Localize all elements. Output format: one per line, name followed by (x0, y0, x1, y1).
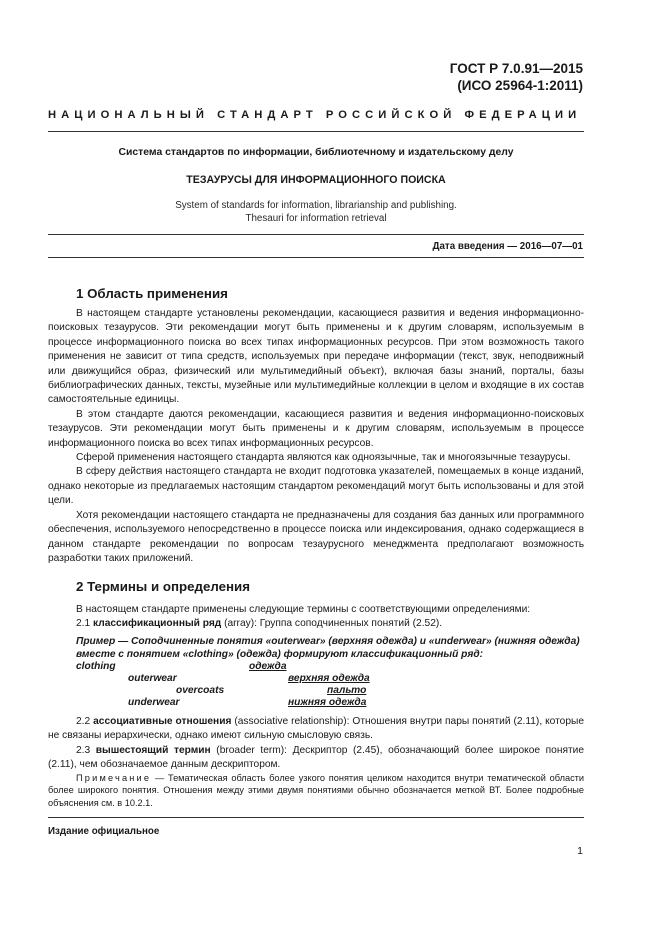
title-divider (48, 131, 584, 132)
paragraph: Сферой применения настоящего стандарта являются как одноязычные, так и многоязычные тезаурусы. (76, 452, 571, 464)
term-name: ассоциативные отношения (93, 716, 232, 727)
english-title-line-1: System of standards for information, librarianship and publishing. (175, 200, 457, 211)
example-text: Пример — Соподчиненные понятия «outerwear» (верхняя одежда) и «underwear» (нижняя одежда) вместе с понятием «clothing» (одежда) формируют классификационный ряд: (76, 636, 580, 660)
section-2-heading: 2 Термины и определения (76, 579, 250, 594)
note-text: — Тематическая область более узкого понятия целиком находится внутри тематической области более широкого понятия. Отношения между этими двумя понятиями обычно обозначается меткой ВТ. Более подробные объяснения см. в 10.2.1. (48, 773, 584, 808)
page-number: 1 (577, 845, 583, 857)
national-standard-title: НАЦИОНАЛЬНЫЙ СТАНДАРТ РОССИЙСКОЙ ФЕДЕРАЦИИ (48, 109, 582, 121)
paragraph: В настоящем стандарте применены следующие термины с соответствующими определениями: (76, 604, 531, 615)
tree-verkhnyaya-odezhda: верхняя одежда (288, 673, 370, 684)
note-lead: Примечание (76, 773, 152, 783)
tree-clothing: clothing (76, 661, 116, 672)
term-name: вышестоящий термин (95, 744, 211, 756)
date-divider-bottom (48, 257, 584, 258)
series-title: Система стандартов по информации, библиотечному и издательскому делу (118, 147, 514, 158)
main-title: ТЕЗАУРУСЫ ДЛЯ ИНФОРМАЦИОННОГО ПОИСКА (186, 174, 446, 186)
term-definition: (associative relationship): Отношения внутри пары понятий (2.11), которые не связаны иерархически, однако имеют сильную смысловую связь. (48, 716, 584, 742)
term-definition: (broader term): Дескриптор (2.45), обозначающий более широкое понятие (2.11), чем обозначаемое данным дескриптором. (48, 744, 584, 771)
term-name: классификационный ряд (93, 618, 222, 630)
term-number: 2.1 (76, 618, 91, 630)
term-2-3 (48, 744, 584, 773)
tree-nizhnyaya-odezhda: нижняя одежда (288, 697, 367, 708)
english-title (48, 200, 584, 225)
tree-palto: пальто (327, 685, 367, 696)
standard-code: ГОСТ Р 7.0.91—2015 (449, 61, 583, 76)
date-divider-top (48, 234, 584, 235)
standard-designation (450, 60, 583, 94)
term-number: 2.3 (76, 744, 91, 756)
official-edition: Издание официальное (48, 826, 160, 837)
footer-divider (48, 817, 584, 818)
tree-overcoats: overcoats (176, 685, 225, 696)
tree-underwear: underwear (128, 697, 180, 708)
tree-outerwear: outerwear (128, 673, 177, 684)
section-1-body (48, 307, 584, 566)
paragraph: Хотя рекомендации настоящего стандарта не предназначены для создания баз данных или программного обеспечения, используемого непосредственно в процессе поиска или индексирования, однако содержащиеся в данном стандарте рекомендации по вопросам тезаурусного менеджмента предполагают возможность разработки таких приложений. (48, 509, 584, 564)
note (48, 772, 584, 809)
paragraph: В этом стандарте даются рекомендации, касающиеся развития и ведения информационно-поисковых тезаурусов. Эти рекомендации могут быть применены и к другим словарям, используемым в процессе информационного поиска во всех типах информационных ресурсов. (48, 408, 584, 449)
paragraph: В сферу действия настоящего стандарта не входит подготовка указателей, помещаемых в конце изданий, однако некоторые из предлагаемых настоящим стандартом рекомендаций могут быть использованы и для этой цели. (48, 466, 584, 507)
introduction-date: Дата введения — 2016—07—01 (432, 241, 583, 252)
section-2-terms (48, 715, 584, 773)
tree-odezhda: одежда (249, 661, 287, 672)
english-title-line-2: Thesauri for information retrieval (245, 212, 387, 224)
term-2-1 (48, 617, 584, 631)
term-number: 2.2 (76, 716, 91, 727)
section-2-intro (48, 603, 584, 632)
term-2-2 (48, 715, 584, 744)
paragraph: В настоящем стандарте установлены рекомендации, касающиеся развития и ведения информационно-поисковых тезаурусов. Эти рекомендации могут быть применены и к другим словарям, используемым в процессе информационного поиска во всех типах информационных ресурсов. При этом возможность такого применения не зависит от типа средств, используемых при передаче информации (текст, звук, неподвижный или движущийся образ, физический или мультимедийный объект), включая базы знаний, порталы, базы библиографических данных, тексты, музейные или мультимедийные коллекции в целом и входящие в их состав самостоятельные единицы. (48, 308, 584, 406)
term-definition: (array): Группа соподчиненных понятий (2.52). (221, 618, 443, 630)
section-1-heading: 1 Область применения (76, 286, 228, 301)
iso-code: (ИСО 25964-1:2011) (457, 78, 583, 93)
